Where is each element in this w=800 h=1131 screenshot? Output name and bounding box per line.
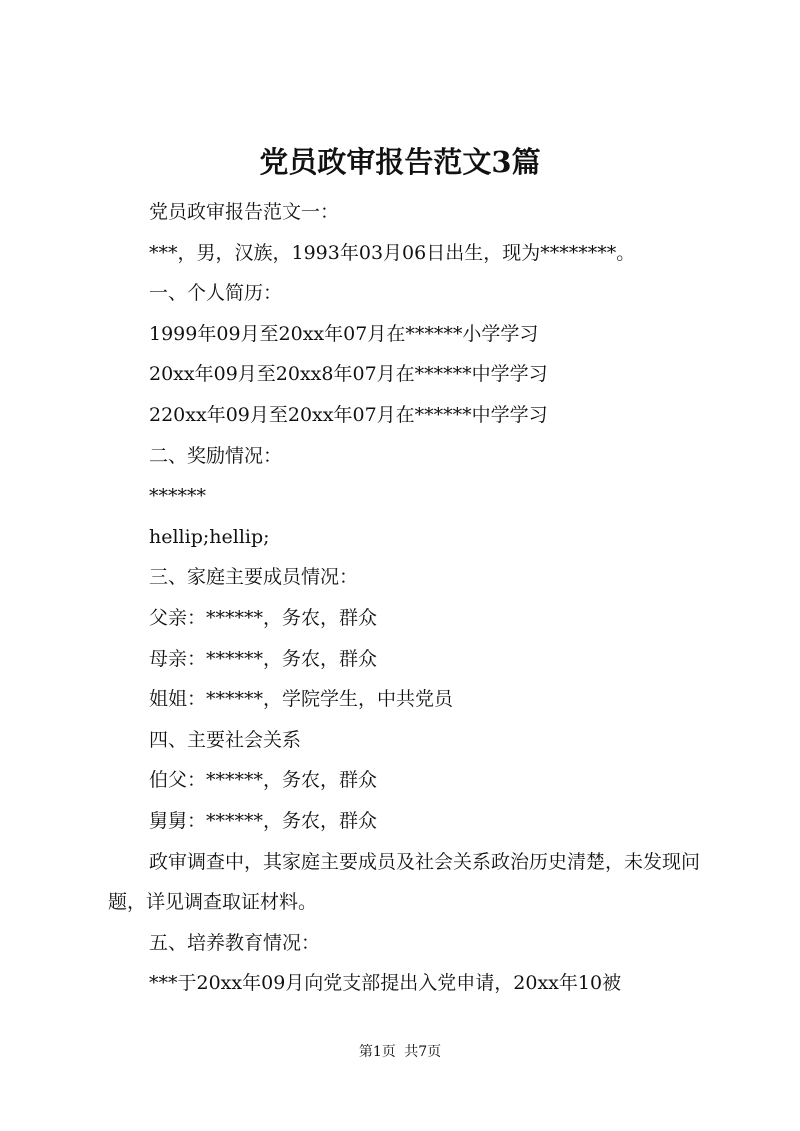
document-title: 党员政审报告范文3篇	[259, 145, 541, 179]
page-number: 第1页	[358, 1044, 396, 1060]
section-heading: 党员政审报告范文一：	[149, 201, 340, 223]
education-entry: ***于20xx年09月向党支部提出入党申请，20xx年10被	[149, 972, 622, 995]
relation-uncle-paternal: 伯父：******，务农，群众	[149, 769, 378, 792]
relations-heading: 四、主要社会关系	[149, 728, 302, 751]
awards-heading: 二、奖励情况：	[149, 444, 283, 467]
family-member-sister: 姐姐：******，学院学生，中共党员	[149, 688, 454, 711]
family-member-father: 父亲：******，务农，群众	[149, 606, 378, 629]
investigation-summary: 政审调查中，其家庭主要成员及社会关系政治历史清楚，未发现问题，详见调查取证材料。	[108, 850, 701, 914]
resume-entry-middle: 20xx年09月至20xx8年07月在******中学学习	[149, 363, 548, 386]
page-total: 共7页	[404, 1044, 442, 1060]
resume-heading: 一、个人简历：	[149, 282, 283, 305]
page-footer	[0, 1042, 800, 1062]
personal-info-line: ***，男，汉族，1993年03月06日出生，现为********。	[149, 241, 636, 264]
relation-uncle-maternal: 舅舅：******，务农，群众	[149, 809, 378, 832]
resume-entry-primary: 1999年09月至20xx年07月在******小学学习	[149, 322, 539, 345]
family-member-mother: 母亲：******，务农，群众	[149, 647, 378, 670]
awards-entry: ******	[149, 485, 206, 508]
resume-entry-high: 220xx年09月至20xx年07月在******中学学习	[149, 403, 548, 426]
document-body	[108, 192, 708, 1004]
family-heading: 三、家庭主要成员情况：	[149, 566, 359, 589]
education-heading: 五、培养教育情况：	[149, 931, 321, 954]
awards-ellipsis: hellip;hellip;	[149, 525, 270, 548]
